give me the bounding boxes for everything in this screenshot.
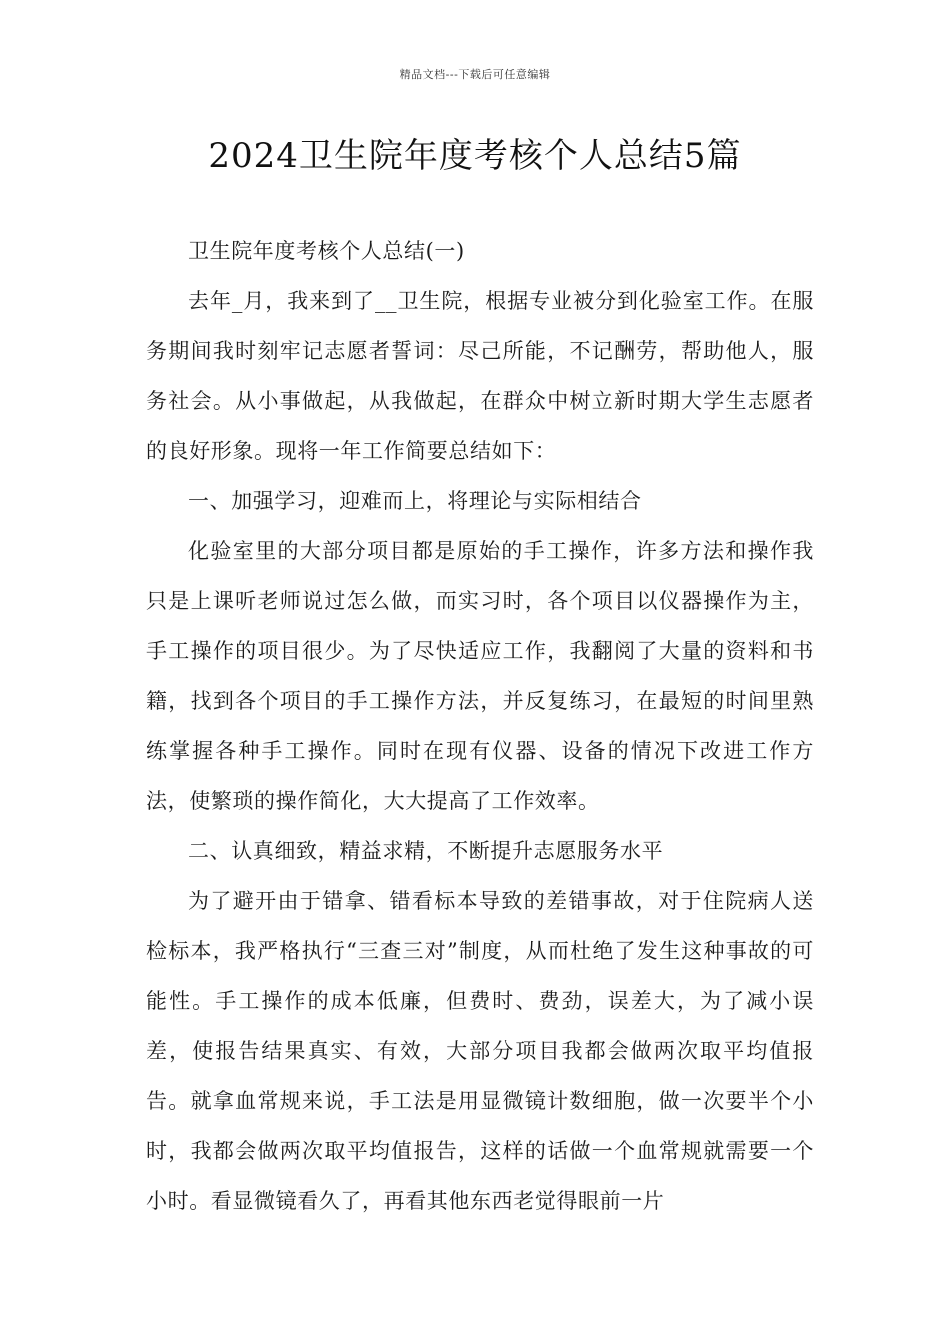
section-heading: 二、认真细致，精益求精，不断提升志愿服务水平 [188,839,664,863]
body-paragraph: 化验室里的大部分项目都是原始的手工操作，许多方法和操作我只是上课听老师说过怎么做，而实习时，各个项目以仪器操作为主，手工操作的项目很少。为了尽快适应工作，我翻阅了大量的资料和书籍，找到各个项目的手工操作方法，并反复练习，在最短的时间里熟练掌握各种手工操作。同时在现有仪器、设备的情况下改进工作方法，使繁琐的操作简化，大大提高了工作效率。 [146,539,814,813]
header-note: 精品文档---下载后可任意编辑 [399,68,551,81]
document-title: 2024卫生院年度考核个人总结5篇 [208,136,742,176]
document-body [146,226,814,1226]
body-paragraph: 为了避开由于错拿、错看标本导致的差错事故，对于住院病人送检标本，我严格执行“三查三对”制度，从而杜绝了发生这种事故的可能性。手工操作的成本低廉，但费时、费劲，误差大，为了减小误差，使报告结果真实、有效，大部分项目我都会做两次取平均值报告。就拿血常规来说，手工法是用显微镜计数细胞，做一次要半个小时，我都会做两次取平均值报告，这样的话做一个血常规就需要一个小时。看显微镜看久了，再看其他东西老觉得眼前一片 [146,889,814,1213]
section-heading: 卫生院年度考核个人总结(一) [188,239,465,263]
body-paragraph: 去年_月，我来到了__卫生院，根据专业被分到化验室工作。在服务期间我时刻牢记志愿者誓词：尽己所能，不记酬劳，帮助他人，服务社会。从小事做起，从我做起，在群众中树立新时期大学生志愿者的良好形象。现将一年工作简要总结如下： [146,289,814,463]
section-heading: 一、加强学习，迎难而上，将理论与实际相结合 [188,489,642,513]
